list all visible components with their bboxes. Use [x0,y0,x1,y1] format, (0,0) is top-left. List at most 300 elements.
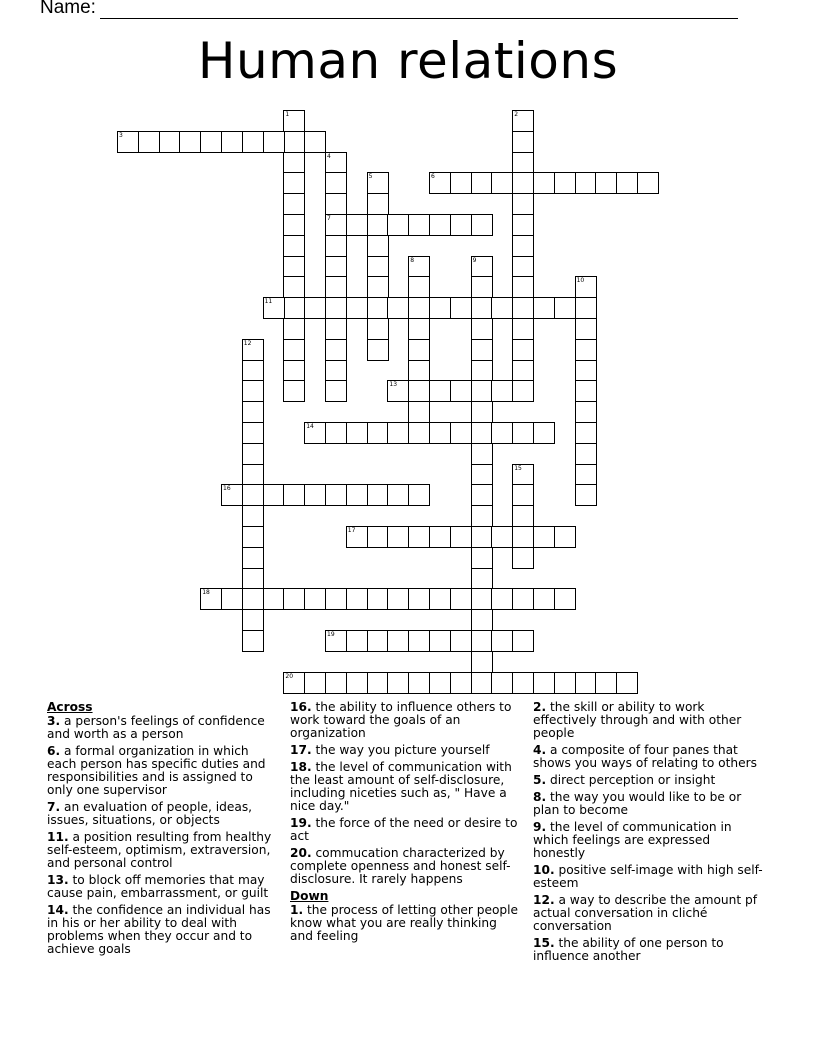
grid-cell[interactable] [304,297,326,319]
clue-item [290,847,522,886]
clue-number-label: 6. [47,744,61,758]
grid-cell[interactable] [200,131,222,153]
grid-cell[interactable] [408,380,430,402]
grid-cell[interactable] [512,464,534,486]
clue-number-label: 16. [290,700,312,714]
grid-cell[interactable] [471,547,493,569]
grid-cell[interactable] [346,588,368,610]
grid-cell[interactable] [367,588,389,610]
grid-cell[interactable] [575,360,597,382]
clue-number-label: 14. [47,903,69,917]
grid-cell[interactable] [450,214,472,236]
grid-cell[interactable] [512,318,534,340]
grid-cell[interactable] [408,297,430,319]
grid-cell[interactable] [554,588,576,610]
grid-cell[interactable] [512,214,534,236]
grid-cell[interactable] [408,360,430,382]
clue-number: 7 [327,215,331,222]
clue-number: 6 [431,173,435,181]
grid-cell[interactable] [367,256,389,278]
grid-cell[interactable] [512,380,534,402]
grid-cell[interactable] [283,214,305,236]
grid-cell[interactable] [491,672,513,694]
clue-text: a composite of four panes that shows you ways of relating to others [533,743,758,770]
clue-number-label: 9. [533,820,547,834]
grid-cell[interactable] [512,526,534,548]
clue-item [290,701,522,740]
grid-cell[interactable] [512,339,534,361]
clue-text: the way you would like to be or plan to become [533,790,742,817]
grid-cell[interactable] [471,672,493,694]
grid-cell[interactable] [471,360,493,382]
clue-item [533,821,765,860]
clue-text: positive self-image with high self-esteem [533,863,763,890]
grid-cell[interactable] [387,630,409,652]
grid-cell[interactable] [221,588,243,610]
grid-cell[interactable] [471,422,493,444]
clue-number: 9 [472,256,477,264]
grid-cell[interactable] [512,256,534,278]
grid-cell[interactable] [471,505,493,527]
grid-cell[interactable] [450,588,472,610]
clue-number-label: 11. [47,830,69,844]
clue-item [290,817,522,843]
clue-text: the process of letting other people know what you are really thinking and feeling [290,903,519,943]
clue-number: 3 [119,131,123,139]
grid-cell[interactable] [367,235,389,257]
clue-item [47,831,279,870]
grid-cell[interactable] [471,401,493,423]
clue-number: 4 [327,152,331,160]
grid-cell[interactable] [325,422,347,444]
grid-cell[interactable] [408,401,430,423]
clue-number: 13 [389,381,398,389]
grid-cell[interactable] [304,422,326,444]
grid-cell[interactable] [512,630,534,652]
grid-cell[interactable] [429,297,451,319]
clue-text: the skill or ability to work effectively through and with other people [533,700,742,740]
grid-cell[interactable] [242,484,264,506]
grid-cell[interactable] [471,464,493,486]
clue-number: 19 [327,631,335,638]
page-title: Human relations [197,32,619,90]
clue-item [290,761,522,813]
grid-cell[interactable] [575,443,597,465]
clue-number: 11 [264,298,273,306]
grid-cell[interactable] [138,131,160,153]
grid-cell[interactable] [450,526,472,548]
clue-item [533,744,765,770]
clue-number-label: 2. [533,700,547,714]
grid-cell[interactable] [304,484,326,506]
grid-cell[interactable] [491,297,513,319]
grid-cell[interactable] [283,256,305,278]
grid-cell[interactable] [263,297,285,319]
grid-cell[interactable] [325,256,347,278]
clue-number-label: 20. [290,846,312,860]
grid-cell[interactable] [471,214,493,236]
grid-cell[interactable] [512,360,534,382]
clue-text: the level of communication with the least amount of self-disclosure, including niceties such as, " Have a nice day." [290,760,512,813]
clue-text: the level of communication in which feelings are expressed honestly [533,820,732,860]
grid-cell[interactable] [325,588,347,610]
clue-text: the ability to influence others to work toward the goals of an organization [290,700,512,740]
grid-cell[interactable] [367,526,389,548]
clue-number-label: 7. [47,800,61,814]
grid-cell[interactable] [242,505,264,527]
grid-cell[interactable] [283,297,305,319]
grid-cell[interactable] [471,339,493,361]
grid-cell[interactable] [325,172,347,194]
grid-cell[interactable] [575,339,597,361]
clue-number-label: 1. [290,903,304,917]
clue-text: an evaluation of people, ideas, issues, situations, or objects [47,800,253,827]
grid-cell[interactable] [242,464,264,486]
grid-cell[interactable] [242,526,264,548]
grid-cell[interactable] [325,484,347,506]
grid-cell[interactable] [554,672,576,694]
grid-cell[interactable] [575,484,597,506]
grid-cell[interactable] [491,172,513,194]
grid-cell[interactable] [367,172,389,194]
clue-number-label: 5. [533,773,547,787]
clue-item [47,801,279,827]
clue-section-heading: Down [290,889,329,903]
grid-cell[interactable] [450,422,472,444]
grid-cell[interactable] [283,360,305,382]
grid-cell[interactable] [242,568,264,590]
grid-cell[interactable] [450,172,472,194]
grid-cell[interactable] [491,526,513,548]
grid-cell[interactable] [408,672,430,694]
grid-cell[interactable] [242,422,264,444]
grid-cell[interactable] [512,172,534,194]
grid-cell[interactable] [491,380,513,402]
grid-cell[interactable] [471,172,493,194]
grid-cell[interactable] [283,276,305,298]
grid-cell[interactable] [575,672,597,694]
clue-number: 17 [347,527,356,534]
grid-cell[interactable] [367,339,389,361]
clues-column-1 [47,701,279,960]
clue-number-label: 19. [290,816,312,830]
grid-cell[interactable] [512,484,534,506]
grid-cell[interactable] [408,318,430,340]
grid-cell[interactable] [471,380,493,402]
grid-cell[interactable] [325,672,347,694]
grid-cell[interactable] [408,256,430,278]
grid-cell[interactable] [471,443,493,465]
name-label: Name: [40,0,96,18]
grid-cell[interactable] [346,422,368,444]
grid-cell[interactable] [346,214,368,236]
clue-text: the way you picture yourself [311,743,490,757]
clue-number-label: 10. [533,863,555,877]
grid-cell[interactable] [595,172,617,194]
grid-cell[interactable] [512,276,534,298]
clue-number-label: 15. [533,936,555,950]
grid-cell[interactable] [325,339,347,361]
grid-cell[interactable] [325,318,347,340]
grid-cell[interactable] [221,131,243,153]
grid-cell[interactable] [283,588,305,610]
grid-cell[interactable] [471,297,493,319]
grid-cell[interactable] [325,152,347,174]
grid-cell[interactable] [533,526,555,548]
grid-cell[interactable] [512,193,534,215]
clues-column-2 [290,701,522,947]
grid-cell[interactable] [616,172,638,194]
clue-text: a way to describe the amount pf actual conversation in cliché conversation [533,893,758,933]
grid-cell[interactable] [429,380,451,402]
clue-text: the ability of one person to influence another [533,936,724,963]
grid-cell[interactable] [283,131,305,153]
grid-cell[interactable] [429,526,451,548]
grid-cell[interactable] [283,193,305,215]
grid-cell[interactable] [387,526,409,548]
grid-cell[interactable] [450,297,472,319]
grid-cell[interactable] [263,484,285,506]
grid-cell[interactable] [283,380,305,402]
grid-cell[interactable] [242,630,264,652]
grid-cell[interactable] [283,484,305,506]
grid-cell[interactable] [325,235,347,257]
grid-cell[interactable] [367,297,389,319]
grid-cell[interactable] [367,214,389,236]
grid-cell[interactable] [367,630,389,652]
grid-cell[interactable] [512,505,534,527]
grid-cell[interactable] [408,588,430,610]
grid-cell[interactable] [387,422,409,444]
clue-item [47,874,279,900]
grid-cell[interactable] [346,630,368,652]
grid-cell[interactable] [491,630,513,652]
grid-cell[interactable] [533,422,555,444]
grid-cell[interactable] [429,214,451,236]
grid-cell[interactable] [429,630,451,652]
clue-item [47,715,279,741]
grid-cell[interactable] [554,297,576,319]
grid-cell[interactable] [325,276,347,298]
grid-cell[interactable] [512,131,534,153]
grid-cell[interactable] [471,630,493,652]
grid-cell[interactable] [595,672,617,694]
grid-cell[interactable] [242,401,264,423]
grid-cell[interactable] [221,484,243,506]
grid-cell[interactable] [512,588,534,610]
grid-cell[interactable] [512,235,534,257]
grid-cell[interactable] [533,588,555,610]
grid-cell[interactable] [283,152,305,174]
grid-cell[interactable] [450,672,472,694]
grid-cell[interactable] [429,172,451,194]
clue-item [533,864,765,890]
clue-item [47,904,279,956]
clue-number: 12 [243,339,252,347]
grid-cell[interactable] [471,318,493,340]
grid-cell[interactable] [325,193,347,215]
clue-text: direct perception or insight [546,773,716,787]
grid-cell[interactable] [575,380,597,402]
grid-cell[interactable] [408,484,430,506]
grid-cell[interactable] [616,672,638,694]
grid-cell[interactable] [533,672,555,694]
grid-cell[interactable] [387,380,409,402]
grid-cell[interactable] [387,484,409,506]
grid-cell[interactable] [491,588,513,610]
grid-cell[interactable] [242,131,264,153]
grid-cell[interactable] [283,339,305,361]
grid-cell[interactable] [283,235,305,257]
clue-number: 20 [285,672,294,680]
clue-number: 18 [202,589,210,597]
grid-cell[interactable] [575,276,597,298]
clue-item [290,744,522,757]
grid-cell[interactable] [263,588,285,610]
grid-cell[interactable] [242,443,264,465]
grid-cell[interactable] [575,401,597,423]
clue-number: 10 [576,277,585,285]
grid-cell[interactable] [242,360,264,382]
grid-cell[interactable] [408,630,430,652]
grid-cell[interactable] [512,422,534,444]
clue-item [290,904,522,943]
grid-cell[interactable] [471,484,493,506]
grid-cell[interactable] [387,672,409,694]
grid-cell[interactable] [408,422,430,444]
grid-cell[interactable] [117,131,139,153]
grid-cell[interactable] [159,131,181,153]
grid-cell[interactable] [637,172,659,194]
name-field[interactable] [40,0,738,19]
clue-item [533,894,765,933]
grid-cell[interactable] [367,193,389,215]
clue-item [533,701,765,740]
clue-number: 2 [514,111,519,118]
grid-cell[interactable] [575,422,597,444]
grid-cell[interactable] [283,172,305,194]
clue-section-heading: Across [47,700,93,714]
grid-cell[interactable] [408,214,430,236]
grid-cell[interactable] [242,380,264,402]
grid-cell[interactable] [325,214,347,236]
grid-cell[interactable] [575,172,597,194]
grid-cell[interactable] [304,131,326,153]
clue-number-label: 3. [47,714,61,728]
clue-number: 1 [285,111,290,118]
grid-cell[interactable] [471,526,493,548]
grid-cell[interactable] [512,297,534,319]
clue-text: a person's feelings of confidence and worth as a person [47,714,265,741]
grid-cell[interactable] [283,318,305,340]
clue-text: a position resulting from healthy self-esteem, optimism, extraversion, and personal control [47,830,272,870]
grid-cell[interactable] [491,422,513,444]
clue-number: 8 [410,256,415,264]
grid-cell[interactable] [367,672,389,694]
grid-cell[interactable] [408,276,430,298]
clue-item [533,937,765,963]
clue-text: a formal organization in which each person has specific duties and responsibilities and is assigned to only one supervisor [47,744,266,797]
grid-cell[interactable] [367,422,389,444]
clue-number-label: 18. [290,760,312,774]
grid-cell[interactable] [471,609,493,631]
clue-item [47,745,279,797]
grid-cell[interactable] [387,588,409,610]
grid-cell[interactable] [346,672,368,694]
grid-cell[interactable] [200,588,222,610]
grid-cell[interactable] [471,568,493,590]
grid-cell[interactable] [304,672,326,694]
grid-cell[interactable] [346,297,368,319]
clue-text: to block off memories that may cause pain, embarrassment, or guilt [47,873,269,900]
grid-cell[interactable] [304,588,326,610]
grid-cell[interactable] [346,526,368,548]
grid-cell[interactable] [387,297,409,319]
grid-cell[interactable] [575,297,597,319]
clue-item [533,791,765,817]
clue-number: 15 [514,464,522,472]
grid-cell[interactable] [367,484,389,506]
grid-cell[interactable] [575,464,597,486]
grid-cell[interactable] [429,422,451,444]
grid-cell[interactable] [283,110,305,132]
grid-cell[interactable] [346,484,368,506]
grid-cell[interactable] [471,256,493,278]
clue-number: 5 [368,173,373,181]
grid-cell[interactable] [242,339,264,361]
grid-cell[interactable] [512,672,534,694]
grid-cell[interactable] [367,276,389,298]
grid-cell[interactable] [179,131,201,153]
grid-cell[interactable] [408,526,430,548]
grid-cell[interactable] [450,380,472,402]
grid-cell[interactable] [325,630,347,652]
name-underline[interactable] [100,0,738,19]
grid-cell[interactable] [471,276,493,298]
grid-cell[interactable] [429,672,451,694]
grid-cell[interactable] [471,588,493,610]
grid-cell[interactable] [367,318,389,340]
grid-cell[interactable] [450,630,472,652]
grid-cell[interactable] [242,609,264,631]
grid-cell[interactable] [429,588,451,610]
grid-cell[interactable] [554,172,576,194]
grid-cell[interactable] [242,588,264,610]
clue-item [533,774,765,787]
grid-cell[interactable] [512,152,534,174]
clue-text: the force of the need or desire to act [290,816,518,843]
grid-cell[interactable] [283,672,305,694]
grid-cell[interactable] [575,318,597,340]
grid-cell[interactable] [554,526,576,548]
grid-cell[interactable] [242,547,264,569]
grid-cell[interactable] [325,380,347,402]
grid-cell[interactable] [533,172,555,194]
grid-cell[interactable] [325,360,347,382]
grid-cell[interactable] [325,297,347,319]
grid-cell[interactable] [408,339,430,361]
clue-text: the confidence an individual has in his or her ability to deal with problems when they occur and to achieve goals [47,903,271,956]
grid-cell[interactable] [533,297,555,319]
grid-cell[interactable] [512,547,534,569]
clues-column-3 [533,701,765,967]
grid-cell[interactable] [471,651,493,673]
grid-cell[interactable] [387,214,409,236]
grid-cell[interactable] [512,110,534,132]
grid-cell[interactable] [263,131,285,153]
clue-number: 14 [306,423,314,430]
clue-number: 16 [223,485,231,493]
